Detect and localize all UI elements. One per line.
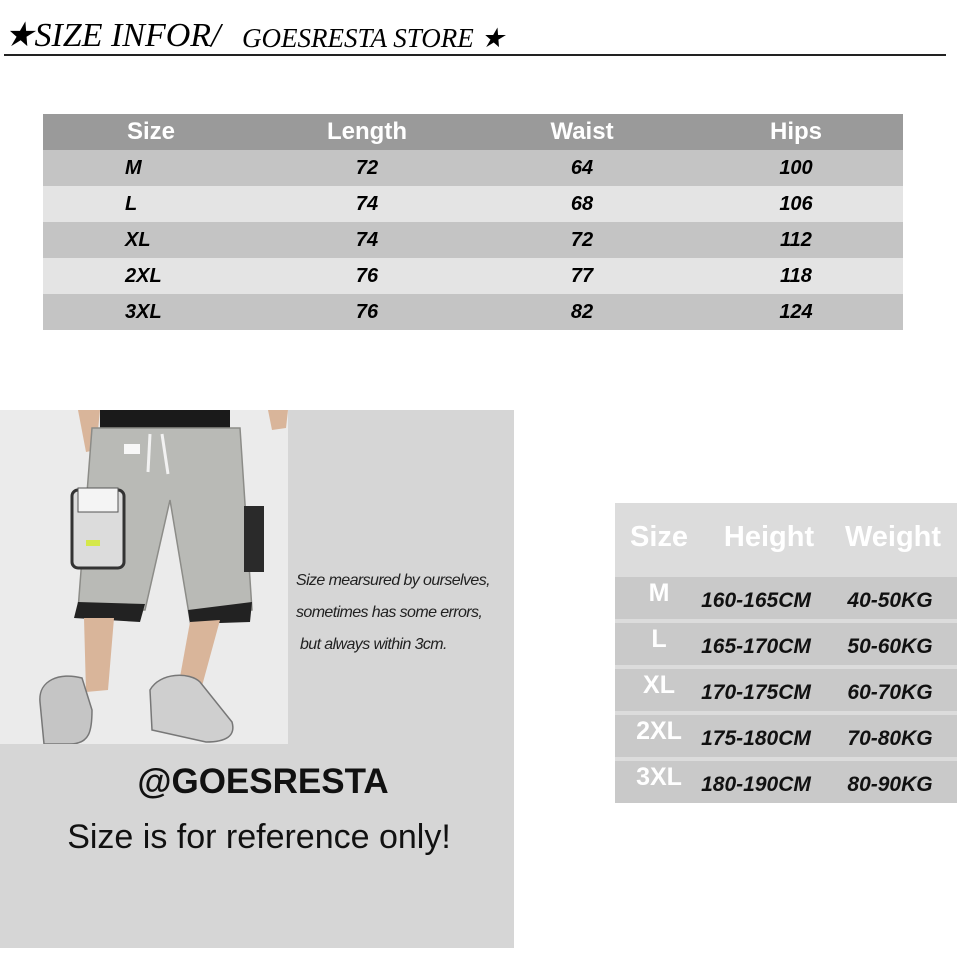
table-row bbox=[615, 715, 957, 757]
table-cell: 100 bbox=[689, 150, 903, 186]
table-cell: 170-175CM bbox=[701, 681, 811, 704]
table-cell: 3XL bbox=[636, 763, 682, 791]
table-row bbox=[43, 258, 903, 294]
size-table-header-row bbox=[43, 114, 903, 150]
size-table bbox=[43, 114, 903, 330]
table-cell: 2XL bbox=[636, 717, 682, 745]
note-line: sometimes has some errors, bbox=[296, 604, 483, 621]
table-cell: 76 bbox=[259, 294, 475, 330]
size-table-header: Length bbox=[259, 114, 475, 150]
table-cell: 68 bbox=[475, 186, 689, 222]
table-row bbox=[43, 150, 903, 186]
table-cell: 80-90KG bbox=[847, 773, 933, 796]
table-cell: 106 bbox=[689, 186, 903, 222]
cargo-shorts-illustration bbox=[0, 410, 288, 744]
table-cell: 3XL bbox=[43, 294, 259, 330]
table-row bbox=[615, 577, 957, 619]
table-row bbox=[615, 669, 957, 711]
measurement-note bbox=[296, 565, 516, 661]
table-cell: 40-50KG bbox=[847, 589, 933, 612]
table-cell: XL bbox=[43, 222, 259, 258]
table-cell: 165-170CM bbox=[701, 635, 811, 658]
table-cell: M bbox=[43, 150, 259, 186]
table-cell: 77 bbox=[475, 258, 689, 294]
table-row bbox=[43, 294, 903, 330]
fit-table-header: Size bbox=[629, 521, 689, 553]
table-cell: XL bbox=[643, 671, 675, 699]
table-cell: 2XL bbox=[43, 258, 259, 294]
table-cell: L bbox=[43, 186, 259, 222]
table-cell: 74 bbox=[259, 222, 475, 258]
table-cell: 180-190CM bbox=[701, 773, 811, 796]
page-header bbox=[4, 18, 946, 56]
product-photo bbox=[0, 410, 288, 744]
note-line: Size mearsured by ourselves, bbox=[296, 572, 490, 589]
size-table-header: Waist bbox=[475, 114, 689, 150]
table-cell: 60-70KG bbox=[847, 681, 933, 704]
size-table-header: Size bbox=[43, 114, 259, 150]
fit-table-header: Height bbox=[723, 521, 815, 553]
table-cell: 50-60KG bbox=[847, 635, 933, 658]
table-cell: 70-80KG bbox=[847, 727, 933, 750]
note-line: but always within 3cm. bbox=[300, 636, 447, 653]
table-row bbox=[615, 623, 957, 665]
table-cell: L bbox=[651, 625, 667, 653]
fit-table-header-row bbox=[615, 503, 957, 575]
header-title: ★SIZE INFOR/ bbox=[4, 17, 221, 54]
table-cell: 76 bbox=[259, 258, 475, 294]
table-cell: 118 bbox=[689, 258, 903, 294]
table-cell: 160-165CM bbox=[701, 589, 811, 612]
brand-handle: @GOESRESTA bbox=[137, 762, 389, 801]
table-cell: 82 bbox=[475, 294, 689, 330]
table-cell: 112 bbox=[689, 222, 903, 258]
table-row bbox=[615, 761, 957, 803]
table-cell: 124 bbox=[689, 294, 903, 330]
fit-table bbox=[615, 503, 957, 803]
table-cell: 64 bbox=[475, 150, 689, 186]
table-cell: 72 bbox=[259, 150, 475, 186]
product-panel bbox=[0, 410, 514, 948]
header-store-name: GOESRESTA STORE ★ bbox=[242, 23, 505, 53]
table-cell: 175-180CM bbox=[701, 727, 811, 750]
table-row bbox=[43, 222, 903, 258]
table-cell: 72 bbox=[475, 222, 689, 258]
size-table-header: Hips bbox=[689, 114, 903, 150]
table-cell: M bbox=[648, 579, 670, 607]
table-row bbox=[43, 186, 903, 222]
reference-notice: Size is for reference only! bbox=[67, 818, 451, 856]
fit-table-header: Weight bbox=[844, 521, 942, 553]
table-cell: 74 bbox=[259, 186, 475, 222]
